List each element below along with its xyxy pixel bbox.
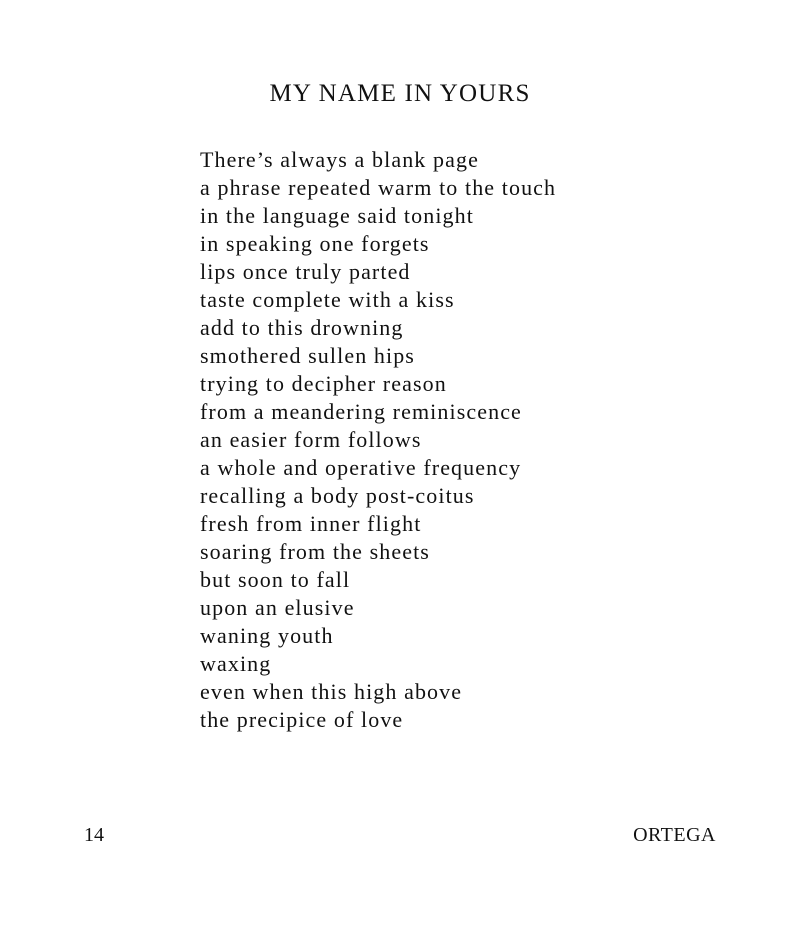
poem-line: smothered sullen hips	[200, 343, 415, 368]
poem-line: in speaking one forgets	[200, 231, 430, 256]
poem-line: a whole and operative frequency	[200, 455, 522, 480]
poem-line: from a meandering reminiscence	[200, 399, 522, 424]
poem-line: an easier form follows	[200, 427, 422, 452]
poem-body	[200, 146, 556, 734]
poem-line: There’s always a blank page	[200, 147, 479, 172]
poem-line: in the language said tonight	[200, 203, 474, 228]
poem-title: MY NAME IN YOURS	[269, 80, 531, 107]
poem-line: the precipice of love	[200, 707, 404, 732]
poem-line: recalling a body post-coitus	[200, 483, 475, 508]
poem-line: fresh from inner flight	[200, 511, 422, 536]
poem-line: taste complete with a kiss	[200, 287, 455, 312]
poem-line: add to this drowning	[200, 315, 404, 340]
poem-line: lips once truly parted	[200, 259, 411, 284]
running-footer-author: ORTEGA	[633, 824, 716, 846]
poem-line: even when this high above	[200, 679, 463, 704]
poem-line: upon an elusive	[200, 595, 355, 620]
poem-line: waning youth	[200, 623, 334, 648]
poem-line: but soon to fall	[200, 567, 351, 592]
poem-line: trying to decipher reason	[200, 371, 447, 396]
poem-line: a phrase repeated warm to the touch	[200, 175, 557, 200]
poem-line: waxing	[200, 651, 272, 676]
poem-line: soaring from the sheets	[200, 539, 430, 564]
page-number: 14	[84, 824, 104, 846]
